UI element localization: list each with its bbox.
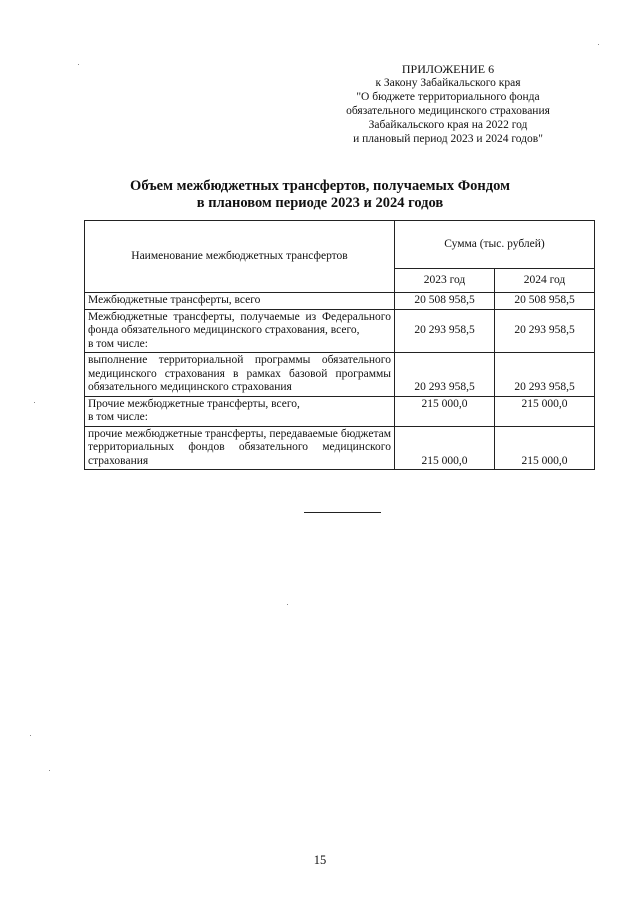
row-value-2024: 215 000,0 — [495, 426, 595, 470]
document-title-line-1: Объем межбюджетных трансфертов, получаемых Фондом — [130, 178, 510, 194]
year-2023-header: 2023 год — [395, 269, 495, 293]
appendix-title: ПРИЛОЖЕНИЕ 6 — [401, 62, 495, 76]
scan-speck — [78, 64, 79, 65]
row-value-2023: 20 293 958,5 — [395, 353, 495, 397]
page-number: 15 — [313, 853, 327, 867]
appendix-line: Забайкальского края на 2022 год — [368, 119, 528, 131]
scan-speck — [598, 44, 599, 45]
row-value-2024: 20 508 958,5 — [495, 293, 595, 310]
row-value-2023: 20 508 958,5 — [395, 293, 495, 310]
row-name: выполнение территориальной программы обязательного медицинского страхования в рамках базовой программы обязательного медицинского страхования — [85, 353, 395, 397]
row-name-cell — [85, 309, 395, 353]
row-value-2024: 20 293 958,5 — [495, 309, 595, 353]
table-row — [85, 426, 595, 470]
row-value-2023: 215 000,0 — [395, 426, 495, 470]
scan-speck — [287, 604, 288, 605]
row-note: в том числе: — [88, 337, 148, 350]
row-note: в том числе: — [88, 411, 148, 423]
row-value-2023: 215 000,0 — [395, 396, 495, 426]
row-name: Межбюджетные трансферты, получаемые из Федерального фонда обязательного медицинского страхования, всего, — [88, 310, 391, 336]
appendix-header — [318, 62, 578, 146]
appendix-line: "О бюджете территориального фонда — [356, 91, 540, 103]
appendix-line: и плановый период 2023 и 2024 годов" — [353, 133, 543, 145]
row-value-2023: 20 293 958,5 — [395, 309, 495, 353]
scan-speck — [30, 735, 31, 736]
transfers-table — [84, 220, 595, 470]
table-row — [85, 353, 595, 397]
table-row — [85, 309, 595, 353]
year-2024-header: 2024 год — [495, 269, 595, 293]
table-header-row — [85, 221, 595, 269]
row-name: прочие межбюджетные трансферты, передаваемые бюджетам территориальных фондов обязательного медицинского страхования — [85, 426, 395, 470]
appendix-line: к Закону Забайкальского края — [375, 77, 521, 89]
sum-column-header: Сумма (тыс. рублей) — [395, 221, 595, 269]
document-title — [60, 178, 580, 212]
scan-speck — [49, 770, 50, 771]
row-name-cell — [85, 396, 395, 426]
row-name: Межбюджетные трансферты, всего — [85, 293, 395, 310]
row-name: Прочие межбюджетные трансферты, всего, — [88, 397, 300, 410]
end-divider — [304, 512, 381, 513]
table-row — [85, 293, 595, 310]
document-title-line-2: в плановом периоде 2023 и 2024 годов — [196, 195, 444, 211]
scan-speck — [34, 402, 35, 403]
row-value-2024: 215 000,0 — [495, 396, 595, 426]
name-column-header: Наименование межбюджетных трансфертов — [85, 221, 395, 293]
table-row — [85, 396, 595, 426]
appendix-line: обязательного медицинского страхования — [346, 105, 550, 117]
row-value-2024: 20 293 958,5 — [495, 353, 595, 397]
